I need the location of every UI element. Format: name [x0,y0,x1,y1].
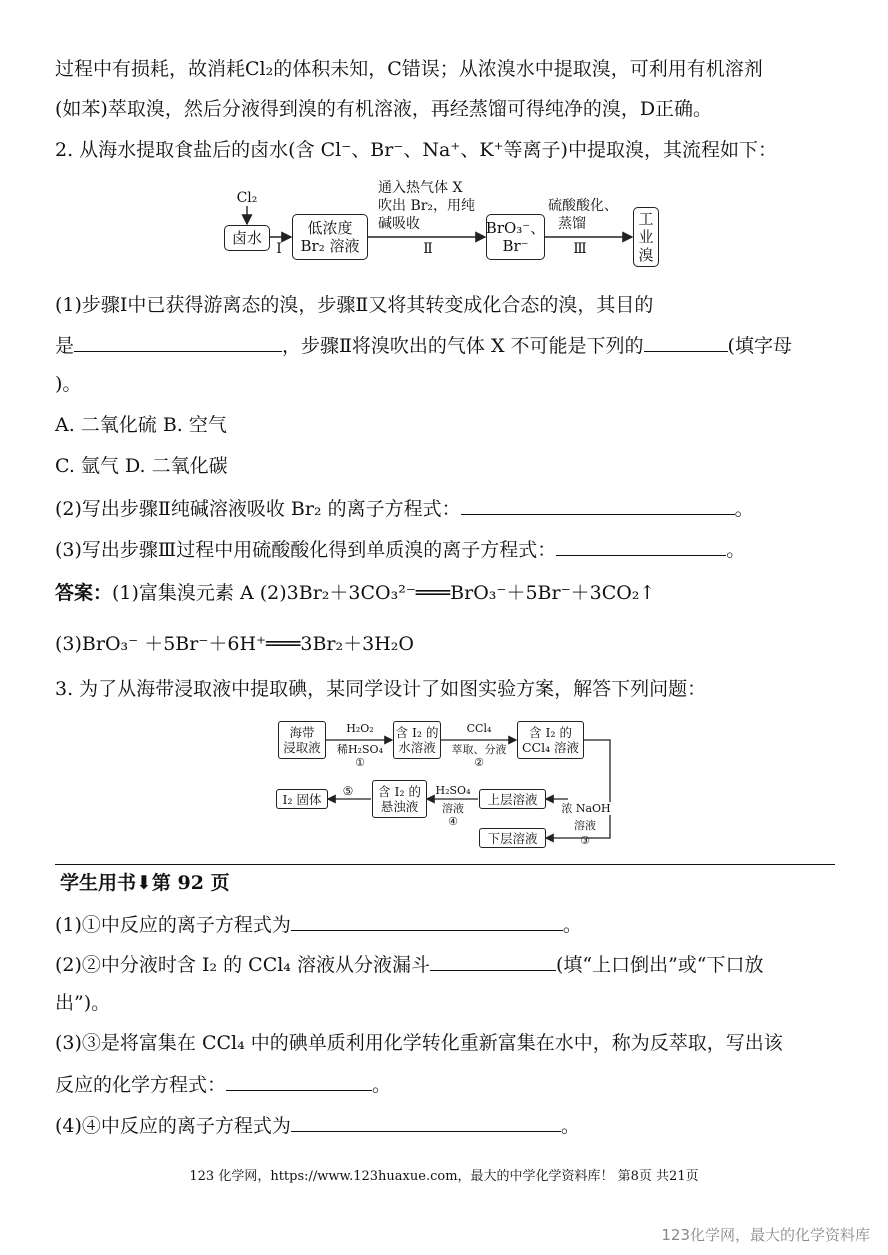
upper-layer-box [479,789,546,809]
q3-part4-post: 。 [560,1115,580,1137]
q2-part1-line3: )。 [55,373,82,395]
reagent-1a: H₂O₂ [346,722,374,735]
question-3-stem: 3. 为了从海带浸取液中提取碘，某同学设计了如图实验方案，解答下列问题： [55,678,707,700]
cl2-label: Cl₂ [236,190,258,206]
brine-label: 卤水 [231,229,262,247]
product-char-1: 工 [638,210,654,228]
q2-part1-pre: 是 [55,335,75,357]
q3-part3-pre: 反应的化学方程式： [55,1074,227,1096]
q3-part2-pre: (2)②中分液时含 I₂ 的 CCl₄ 溶液从分液漏斗 [55,954,430,976]
text-line-1: 过程中有损耗，故消耗Cl₂的体积未知，C错误；从浓溴水中提取溴，可利用有机溶剂 [55,58,763,80]
iodine-ccl4-box [517,721,584,759]
q3-part3-post: 。 [372,1074,392,1096]
answer-blank-q3-2[interactable] [430,950,556,971]
section-divider [55,864,835,865]
answer-blank-q3-3[interactable] [226,1070,372,1091]
iodine-aqueous-box [393,721,441,759]
page-footer: 123 化学网，https://www.123huaxue.com，最大的中学化学资料库！ 第8页 共21页 [189,1169,699,1184]
susp-line2: 悬浊液 [380,799,419,814]
text-line-2: (如苯)萃取溴，然后分液得到溴的有机溶液，再经蒸馏可得纯净的溴，D正确。 [55,98,713,120]
product-char-3: 溴 [638,246,654,264]
ions-line2: Br⁻ [502,237,529,255]
q3-part4-pre: (4)④中反应的离子方程式为 [55,1115,291,1137]
question-2-stem: 2. 从海水提取食盐后的卤水(含 Cl⁻、Br⁻、Na⁺、K⁺等离子)中提取溴，其流程如下： [55,139,777,161]
step-ii-condition-1: 通入热气体 X [378,180,463,196]
q3-part1 [55,910,582,938]
step-ii-condition-3: 碱吸收 [378,216,420,232]
low-conc-line1: 低浓度 [307,219,353,237]
kelp-line2: 浸取液 [283,740,321,755]
susp-line1: 含 I₂ 的 [378,784,421,799]
reagent-3a: 浓 NaOH [561,802,611,815]
iodine-solid-label: I₂ 固体 [282,791,322,807]
watermark: 123化学网，最大的化学资料库 [661,1226,870,1244]
section-header: 学生用书⬇第 92 页 [60,872,230,894]
reagent-1b: 稀H₂SO₄ [337,743,383,756]
options-a-b: A. 二氧化硫 B. 空气 [55,414,227,436]
options-c-d: C. 氩气 D. 二氧化碳 [55,455,228,477]
aq-line1: 含 I₂ 的 [395,725,439,740]
q2-part1-line1: (1)步骤Ⅰ中已获得游离态的溴，步骤Ⅱ又将其转变成化合态的溴，其目的 [55,294,654,316]
reagent-4b: 溶液 [442,802,464,815]
q3-part3-line1: (3)③是将富集在 CCl₄ 中的碘单质利用化学转化重新富集在水中，称为反萃取，写出该 [55,1032,783,1054]
q3-part3-line2 [55,1070,391,1098]
ccl4-line1: 含 I₂ 的 [529,725,572,740]
q3-part4 [55,1111,580,1139]
q3-part2-post: (填“上口倒出”或“下口放 [555,954,764,976]
upper-layer-label: 上层溶液 [487,791,538,807]
step-3-marker: ③ [580,834,590,847]
low-conc-line2: Br₂ 溶液 [300,237,360,255]
q3-part2-line2: 出”)。 [55,992,111,1014]
iodine-solid-box [276,789,328,809]
step-2-marker: ② [474,756,484,769]
q2-part2-post: 。 [734,498,754,520]
lower-layer-label: 下层溶液 [487,830,538,846]
q2-part1-mid: ，步骤Ⅱ将溴吹出的气体 X 不可能是下列的 [282,335,644,357]
answer-line-2: (3)BrO₃⁻ ＋5Br⁻＋6H⁺═══3Br₂＋3H₂O [55,633,414,655]
q2-part2-pre: (2)写出步骤Ⅱ纯碱溶液吸收 Br₂ 的离子方程式： [55,498,461,520]
step-4-marker: ④ [448,815,458,828]
reagent-2b: 萃取、分液 [451,743,507,756]
answer-blank-q3-4[interactable] [291,1111,561,1132]
q2-part3-pre: (3)写出步骤Ⅲ过程中用硫酸酸化得到单质溴的离子方程式： [55,539,557,561]
q2-part3-post: 。 [726,539,746,561]
step-iii-label: Ⅲ [573,241,587,257]
product-char-2: 业 [638,228,654,246]
step-ii-label: Ⅱ [423,241,433,257]
step-iii-condition-1: 硫酸酸化、 [548,198,618,214]
step-5-marker: ⑤ [342,784,354,798]
iodine-suspension-box [372,780,427,818]
answer-label: 答案： [55,582,113,604]
step-ii-condition-2: 吹出 Br₂，用纯 [378,198,476,214]
answer-1-text: (1)富集溴元素 A (2)3Br₂＋3CO₃²⁻═══BrO₃⁻＋5Br⁻＋3CO₂↑ [112,582,656,604]
ions-line1: BrO₃⁻、 [485,219,546,237]
step-i-label: Ⅰ [276,241,282,257]
q3-part2 [55,950,764,978]
reagent-2a: CCl₄ [466,722,492,735]
q3-part1-post: 。 [562,914,582,936]
step-1-marker: ① [355,756,365,769]
answer-blank-q3-1[interactable] [291,910,563,931]
step-iii-condition-2: 蒸馏 [558,216,586,232]
q2-part1-post: (填字母 [727,335,792,357]
reagent-3b: 溶液 [574,819,596,832]
ccl4-line2: CCl₄ 溶液 [521,740,580,755]
kelp-line1: 海带 [289,725,315,740]
reagent-4a: H₂SO₄ [435,784,471,797]
kelp-extract-box [278,721,326,759]
lower-layer-box [479,828,546,848]
q3-part1-pre: (1)①中反应的离子方程式为 [55,914,291,936]
aq-line2: 水溶液 [398,740,436,755]
